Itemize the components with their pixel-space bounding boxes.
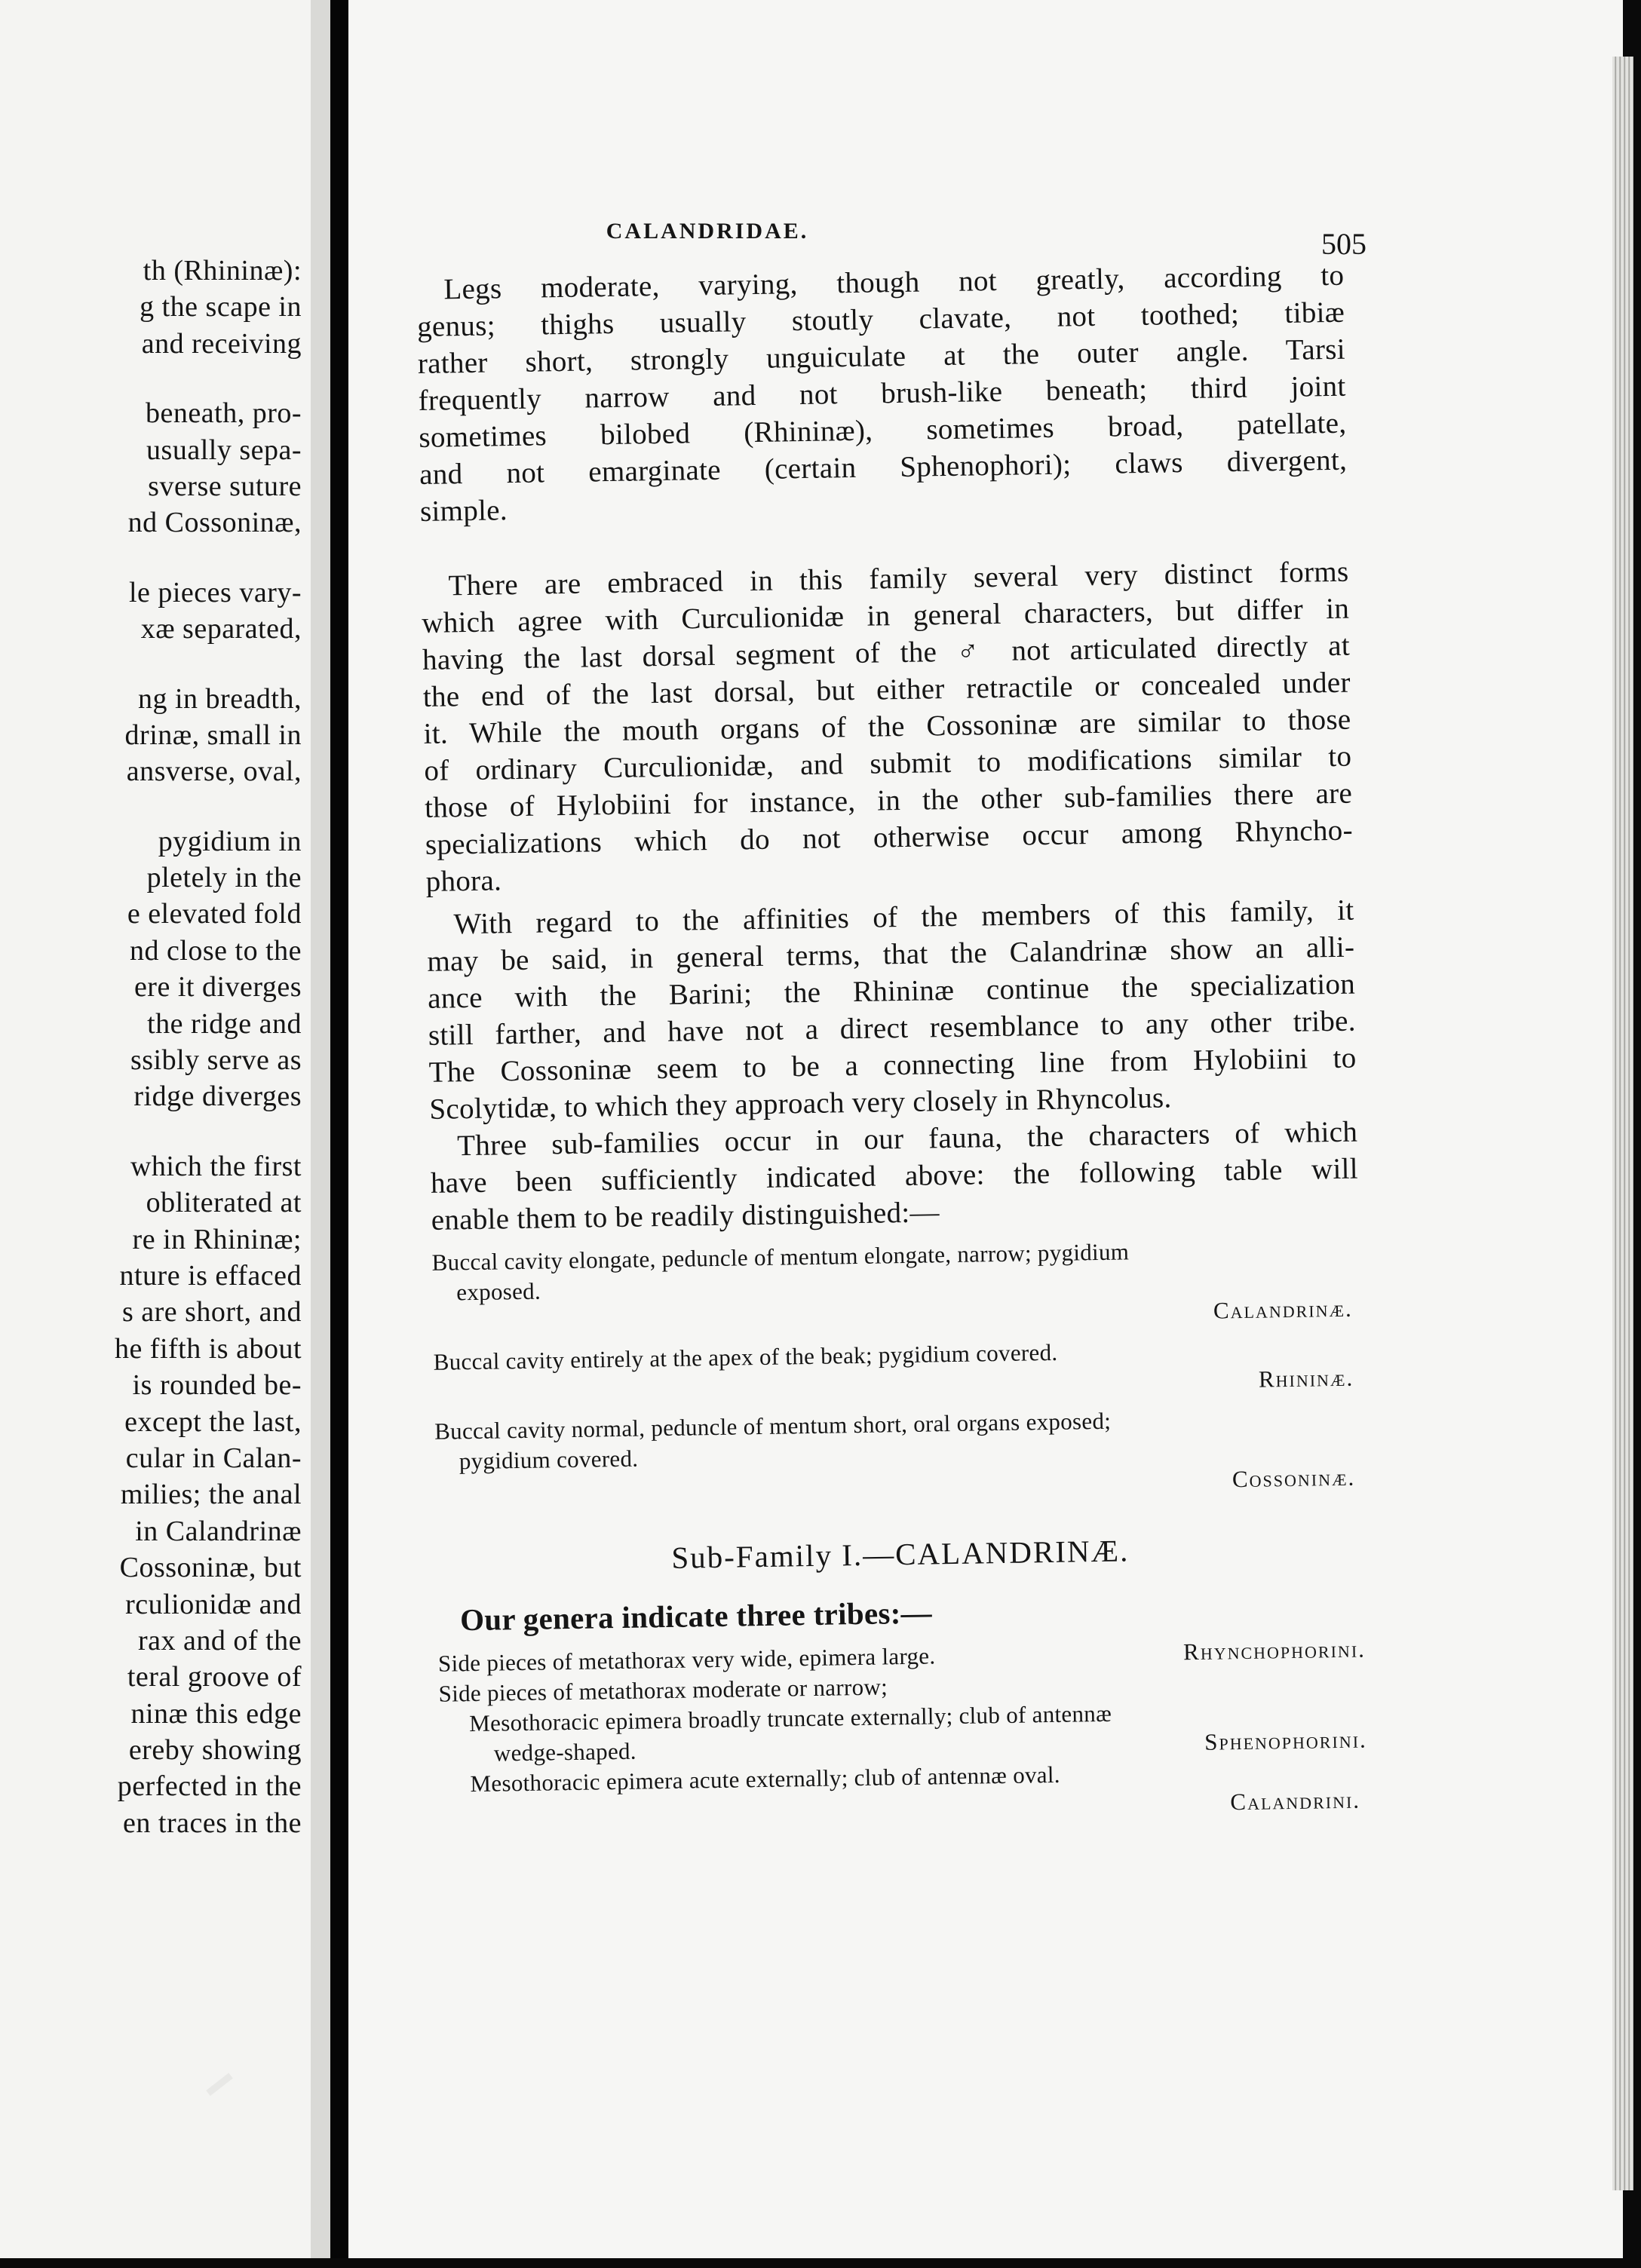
key-line: Buccal cavity entirely at the apex of the beak; pygidium covered. xyxy=(433,1338,1058,1375)
left-line: re in Rhininæ; xyxy=(132,1223,302,1255)
key-line: pygidium covered. xyxy=(459,1445,639,1475)
paragraph-subfamilies xyxy=(430,1114,1359,1239)
left-line: ere it diverges xyxy=(133,971,302,1004)
taxon-name: Calandrini. xyxy=(1230,1786,1361,1816)
key-line: Mesothoracic epimera broadly truncate externally; club of antennæ xyxy=(468,1699,1112,1737)
left-line: en traces in the xyxy=(123,1807,302,1839)
subfamily-heading: Sub-Family I.—CALANDRINÆ. xyxy=(671,1533,1130,1575)
left-line: ng in breadth, xyxy=(137,682,302,715)
key-line: Mesothoracic epimera acute externally; club of antennæ oval. xyxy=(470,1761,1061,1798)
taxon-name: Rhininæ. xyxy=(1258,1364,1354,1393)
paragraph-legs xyxy=(416,257,1348,530)
left-line: rculionidæ and xyxy=(125,1588,302,1620)
left-line: e elevated fold xyxy=(127,898,302,930)
left-line: pygidium in xyxy=(158,825,302,857)
text-line: those of Hylobiini for instance, in the other sub-families there are xyxy=(424,777,1353,824)
taxon-name: Rhynchophorini. xyxy=(1182,1635,1366,1666)
text-line: ance with the Barini; the Rhininæ continue the specialization xyxy=(427,967,1356,1015)
left-line: in Calandrinæ xyxy=(135,1515,302,1547)
text-line: genus; thighs usually stoutly clavate, not toothed; tibiæ xyxy=(416,296,1345,343)
key-line: Buccal cavity normal, peduncle of mentum short, oral organs exposed; xyxy=(434,1407,1112,1445)
page-number: 505 xyxy=(1321,227,1366,261)
text-line: it. While the mouth organs of the Cossoninæ are similar to those xyxy=(423,703,1351,750)
text-line: There are embraced in this family several very distinct forms xyxy=(448,555,1349,602)
left-line: th (Rhininæ): xyxy=(143,255,302,287)
text-line: Three sub-families occur in our fauna, the characters of which xyxy=(456,1115,1358,1163)
tribes-intro: Our genera indicate three tribes:— xyxy=(459,1595,933,1638)
left-line: Cossoninæ, but xyxy=(119,1552,302,1584)
left-line: nture is effaced xyxy=(119,1259,302,1292)
left-line: pletely in the xyxy=(146,862,302,894)
left-line: ansverse, oval, xyxy=(126,755,302,788)
left-line: obliterated at xyxy=(146,1187,302,1219)
text-line: which agree with Curculionidæ in general characters, but differ in xyxy=(421,592,1350,639)
text-line: The Cossoninæ seem to be a connecting line from Hylobiini to xyxy=(428,1041,1357,1089)
text-line: specializations which do not otherwise occur among Rhyncho- xyxy=(425,814,1354,861)
binding-gutter xyxy=(311,0,330,2258)
key-entry-rhininae xyxy=(433,1333,1361,1408)
text-line: the end of the last dorsal, but either retractile or concealed under xyxy=(422,666,1351,713)
left-line: nd close to the xyxy=(129,934,302,967)
binding-shadow xyxy=(330,0,348,2258)
text-line: Scolytidæ, to which they approach very closely in Rhyncolus. xyxy=(429,1081,1172,1126)
key-line: Side pieces of metathorax very wide, epimera large. xyxy=(437,1642,936,1677)
running-head: CALANDRIDAE. xyxy=(606,219,809,244)
key-entry-cossoninae xyxy=(434,1402,1363,1506)
left-line: nd Cossoninæ, xyxy=(127,507,302,539)
text-line: With regard to the affinities of the members of this family, it xyxy=(453,893,1354,941)
left-line: g the scape in xyxy=(140,291,302,323)
taxon-name: Sphenophorini. xyxy=(1204,1726,1368,1755)
left-line: except the last, xyxy=(124,1405,302,1438)
taxon-name: Calandrinæ. xyxy=(1213,1295,1354,1324)
left-line: cular in Calan- xyxy=(125,1442,302,1474)
left-line: ssibly serve as xyxy=(130,1044,302,1077)
key-line: Side pieces of metathorax moderate or narrow; xyxy=(438,1673,888,1707)
left-line: teral groove of xyxy=(127,1661,302,1693)
left-line: rax and of the xyxy=(138,1624,302,1657)
left-line: which the first xyxy=(130,1150,302,1182)
key-line: Buccal cavity elongate, peduncle of mentum elongate, narrow; pygidium xyxy=(431,1238,1130,1276)
text-line: may be said, in general terms, that the Calandrinæ show an alli- xyxy=(427,930,1355,978)
text-line: of ordinary Curculionidæ, and submit to modifications similar to xyxy=(424,740,1352,787)
left-line: usually sepa- xyxy=(146,434,302,466)
left-line: and receiving xyxy=(141,327,302,360)
text-line: phora. xyxy=(425,864,502,898)
right-page-body xyxy=(416,257,1368,1830)
left-line: perfected in the xyxy=(117,1770,302,1803)
text-line: Legs moderate, varying, though not greatly, according to xyxy=(443,259,1345,306)
paragraph-forms xyxy=(421,553,1354,900)
text-line: have been sufficiently indicated above: the following table will xyxy=(430,1152,1359,1200)
paragraph-affinities xyxy=(426,892,1357,1128)
text-line: simple. xyxy=(419,494,508,528)
left-line: ninæ this edge xyxy=(130,1697,302,1730)
subfamily-key xyxy=(431,1234,1363,1507)
left-line: beneath, pro- xyxy=(146,397,302,430)
facing-left-page xyxy=(0,0,311,2258)
left-line: is rounded be- xyxy=(132,1369,302,1402)
key-line: wedge-shaped. xyxy=(493,1737,637,1767)
left-line: he fifth is about xyxy=(114,1332,302,1365)
text-line: rather short, strongly unguiculate at the outer angle. Tarsi xyxy=(417,333,1346,380)
left-line: the ridge and xyxy=(147,1007,302,1040)
text-line: having the last dorsal segment of the ♂ not articulated directly at xyxy=(422,629,1351,676)
left-line: ridge diverges xyxy=(133,1080,302,1113)
text-line: still farther, and have not a direct resemblance to any other tribe. xyxy=(428,1004,1357,1052)
taxon-name: Cossoninæ. xyxy=(1232,1463,1356,1493)
page-edges xyxy=(1612,57,1633,2190)
text-line: and not emarginate (certain Sphenophori); claws divergent, xyxy=(419,443,1348,491)
left-line: le pieces vary- xyxy=(128,576,302,608)
text-line: sometimes bilobed (Rhininæ), sometimes broad, patellate, xyxy=(419,406,1347,454)
left-line: milies; the anal xyxy=(120,1479,302,1511)
key-entry-calandrinae xyxy=(431,1234,1360,1338)
left-line: ereby showing xyxy=(128,1734,302,1767)
left-line: sverse suture xyxy=(148,470,302,502)
text-line: frequently narrow and not brush-like beneath; third joint xyxy=(418,369,1346,417)
left-line: drinæ, small in xyxy=(124,719,302,751)
left-line: xæ separated, xyxy=(140,613,302,645)
left-page-text xyxy=(0,253,302,1841)
left-line: s are short, and xyxy=(121,1296,302,1329)
tribe-key xyxy=(438,1634,1369,1829)
text-line: enable them to be readily distinguished:— xyxy=(431,1196,940,1237)
key-line: exposed. xyxy=(455,1277,541,1306)
